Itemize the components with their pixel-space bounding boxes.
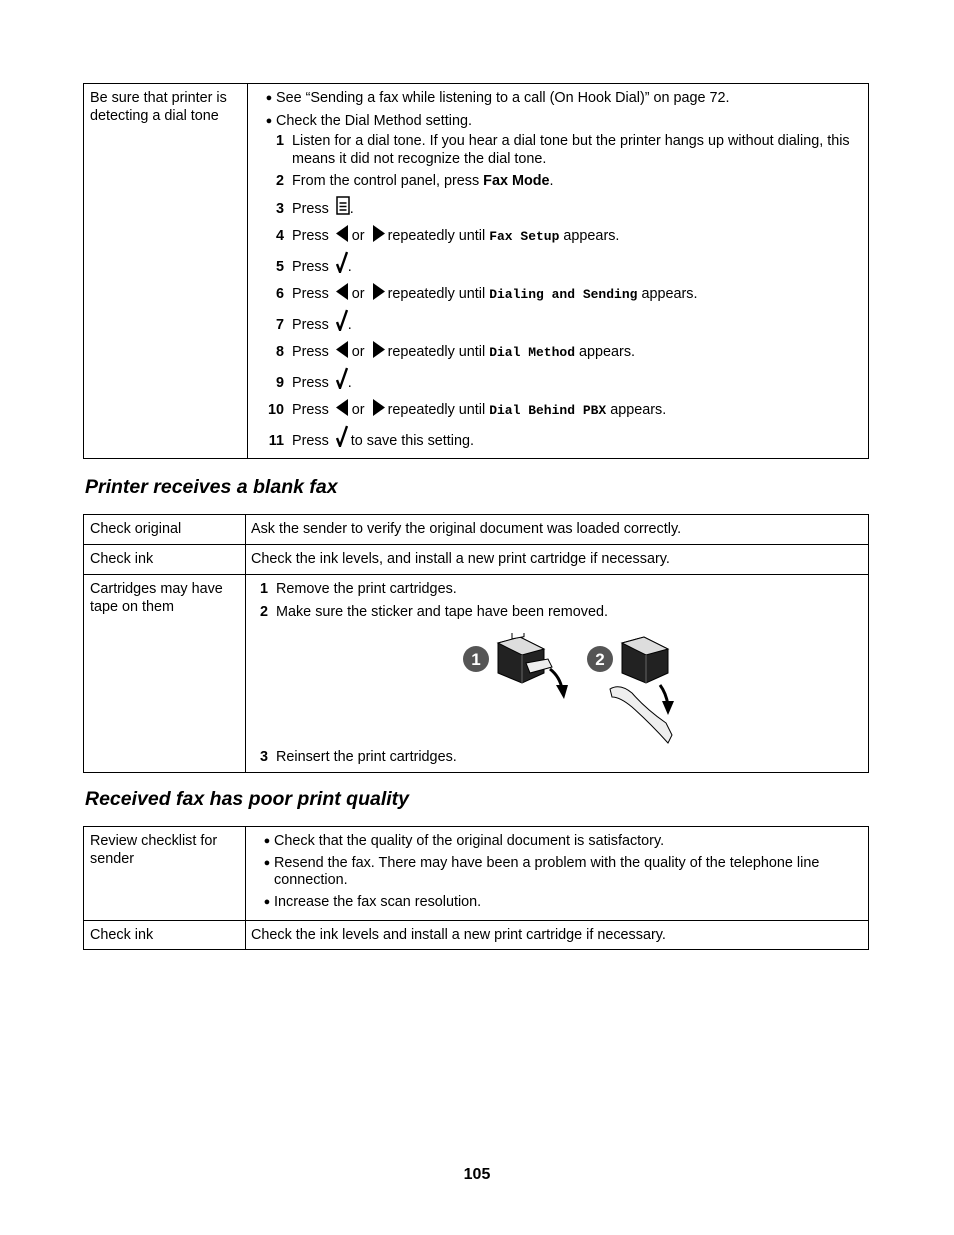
bullet-text: Check the Dial Method setting. bbox=[276, 112, 472, 129]
step-text: or bbox=[351, 402, 365, 418]
step-number: 1 bbox=[275, 133, 284, 149]
display-text: Fax Setup bbox=[489, 229, 560, 244]
cartridge-2 bbox=[610, 633, 674, 743]
step-number: 2 bbox=[275, 173, 284, 189]
left-arrow-icon bbox=[336, 341, 349, 358]
table-row bbox=[84, 574, 868, 772]
cause-text: Check ink bbox=[90, 551, 154, 567]
table-row bbox=[84, 827, 868, 920]
right-arrow-icon bbox=[372, 341, 385, 358]
right-arrow-icon bbox=[372, 399, 385, 416]
left-arrow-icon bbox=[336, 283, 349, 300]
step-text: . bbox=[349, 201, 354, 217]
solution-text: Check the ink levels and install a new print cartridge if necessary. bbox=[251, 927, 666, 943]
step-text: Press bbox=[292, 286, 329, 302]
step-number: 3 bbox=[275, 201, 284, 217]
cause-cell bbox=[84, 921, 246, 949]
bullet-text: Resend the fax. There may have been a problem with the quality of the telephone line connection. bbox=[274, 854, 820, 888]
step-text: or bbox=[351, 344, 365, 360]
select-checkmark-icon bbox=[336, 251, 348, 273]
step-text: appears. bbox=[610, 402, 667, 418]
step-8 bbox=[262, 335, 862, 362]
bullet-dot: ● bbox=[265, 92, 273, 104]
step-3 bbox=[262, 195, 862, 219]
step-number: 2 bbox=[259, 603, 268, 620]
poor-quality-table bbox=[83, 826, 869, 950]
cartridge-1 bbox=[498, 633, 568, 699]
step-5 bbox=[262, 246, 862, 277]
bullet-item bbox=[262, 113, 862, 131]
solution-cell bbox=[248, 84, 868, 458]
callout-1 bbox=[463, 646, 489, 672]
callout-2 bbox=[587, 646, 613, 672]
step-text: or bbox=[351, 286, 365, 302]
page-number: 105 bbox=[463, 1166, 491, 1183]
step-text: Reinsert the print cartridges. bbox=[276, 749, 457, 765]
display-text: Dialing and Sending bbox=[489, 287, 638, 302]
step-text: Press bbox=[292, 259, 329, 275]
display-text: Dial Method bbox=[489, 345, 576, 360]
step-text: . bbox=[347, 317, 352, 333]
remove-tape-illustration bbox=[460, 633, 686, 745]
step-number: 8 bbox=[275, 344, 284, 360]
bullet-item bbox=[260, 894, 862, 912]
solution-cell bbox=[246, 575, 868, 772]
step-text: Press bbox=[292, 402, 329, 418]
table-row bbox=[84, 544, 868, 574]
step-text: Press bbox=[292, 317, 329, 333]
blank-fax-table bbox=[83, 514, 869, 773]
step-text: repeatedly until bbox=[387, 402, 486, 418]
step-2 bbox=[262, 173, 862, 191]
step-text: to save this setting. bbox=[350, 433, 474, 449]
step-text: Listen for a dial tone. If you hear a dial tone but the printer hangs up without dialing, this means it did not recognize the dial tone. bbox=[292, 133, 850, 167]
step-text: . bbox=[347, 375, 352, 391]
step-text: repeatedly until bbox=[387, 286, 486, 302]
bullet-dot: ● bbox=[263, 835, 271, 847]
step-text: Press bbox=[292, 344, 329, 360]
solution-cell bbox=[246, 827, 868, 920]
step-9 bbox=[262, 362, 862, 393]
step-number: 3 bbox=[259, 749, 268, 765]
step-text: appears. bbox=[563, 228, 620, 244]
section-heading-poor-quality: Received fax has poor print quality bbox=[85, 788, 409, 810]
step-text: Press bbox=[292, 228, 329, 244]
step-7 bbox=[262, 304, 862, 335]
cause-cell bbox=[84, 515, 246, 544]
step-number: 5 bbox=[275, 259, 284, 275]
step-number: 9 bbox=[275, 375, 284, 391]
right-arrow-icon bbox=[372, 283, 385, 300]
display-text: Dial Behind PBX bbox=[489, 403, 607, 418]
step-number: 7 bbox=[275, 317, 284, 333]
step-1 bbox=[246, 581, 862, 599]
left-arrow-icon bbox=[336, 225, 349, 242]
select-checkmark-icon bbox=[336, 309, 348, 331]
bullet-dot: ● bbox=[263, 895, 271, 908]
bullet-item bbox=[262, 90, 862, 108]
cause-cell bbox=[84, 84, 248, 458]
select-checkmark-icon bbox=[336, 425, 348, 447]
bullet-text: See “Sending a fax while listening to a call (On Hook Dial)” on page 72. bbox=[276, 90, 730, 106]
solution-cell bbox=[246, 515, 868, 544]
table-row bbox=[84, 920, 868, 949]
step-text: repeatedly until bbox=[387, 228, 486, 244]
step-4 bbox=[262, 219, 862, 246]
step-text: Press bbox=[292, 201, 329, 217]
step-number: 1 bbox=[259, 581, 268, 597]
solution-text: Check the ink levels, and install a new print cartridge if necessary. bbox=[251, 551, 670, 567]
step-text: appears. bbox=[641, 286, 698, 302]
step-10 bbox=[262, 393, 862, 420]
step-text: appears. bbox=[579, 344, 636, 360]
step-1 bbox=[262, 133, 862, 168]
step-text: Press bbox=[292, 375, 329, 391]
cause-text: Check ink bbox=[90, 927, 154, 943]
cause-text: Be sure that printer is detecting a dial tone bbox=[90, 90, 227, 124]
cause-cell bbox=[84, 575, 246, 772]
cause-cell bbox=[84, 827, 246, 920]
menu-icon bbox=[336, 196, 350, 215]
bullet-text: Increase the fax scan resolution. bbox=[274, 893, 482, 910]
step-11 bbox=[262, 420, 862, 451]
step-number: 4 bbox=[275, 228, 284, 244]
section-heading-blank-fax: Printer receives a blank fax bbox=[85, 476, 338, 498]
solution-cell bbox=[246, 545, 868, 574]
step-text: Press bbox=[292, 433, 329, 449]
fax-mode-label: Fax Mode bbox=[483, 173, 550, 189]
step-3 bbox=[246, 749, 457, 767]
step-number: 10 bbox=[267, 402, 284, 418]
step-text: Remove the print cartridges. bbox=[276, 581, 457, 597]
solution-text: Ask the sender to verify the original document was loaded correctly. bbox=[251, 521, 682, 537]
cause-text: Review checklist for sender bbox=[90, 833, 218, 867]
step-number: 11 bbox=[268, 433, 284, 449]
table-row bbox=[84, 515, 868, 544]
dial-tone-table bbox=[83, 83, 869, 459]
bullet-text: Check that the quality of the original document is satisfactory. bbox=[274, 833, 665, 849]
select-checkmark-icon bbox=[336, 367, 348, 389]
solution-cell bbox=[246, 921, 868, 949]
step-text: repeatedly until bbox=[387, 344, 486, 360]
step-text: From the control panel, press bbox=[292, 173, 484, 189]
bullet-dot: ● bbox=[265, 114, 273, 127]
step-text: or bbox=[351, 228, 365, 244]
left-arrow-icon bbox=[336, 399, 349, 416]
step-number: 6 bbox=[275, 286, 284, 302]
right-arrow-icon bbox=[372, 225, 385, 242]
step-text: Make sure the sticker and tape have been removed. bbox=[276, 603, 608, 620]
step-6 bbox=[262, 277, 862, 304]
bullet-item bbox=[260, 833, 862, 851]
step-text: . bbox=[347, 259, 352, 275]
callout-label: 1 bbox=[471, 650, 481, 669]
cause-text: Cartridges may have tape on them bbox=[90, 581, 223, 615]
bullet-item bbox=[260, 855, 862, 890]
bullet-dot: ● bbox=[263, 856, 271, 869]
cause-cell bbox=[84, 545, 246, 574]
callout-label: 2 bbox=[595, 650, 605, 669]
cause-text: Check original bbox=[90, 521, 182, 537]
step-text: . bbox=[549, 173, 554, 189]
step-2 bbox=[246, 604, 862, 622]
